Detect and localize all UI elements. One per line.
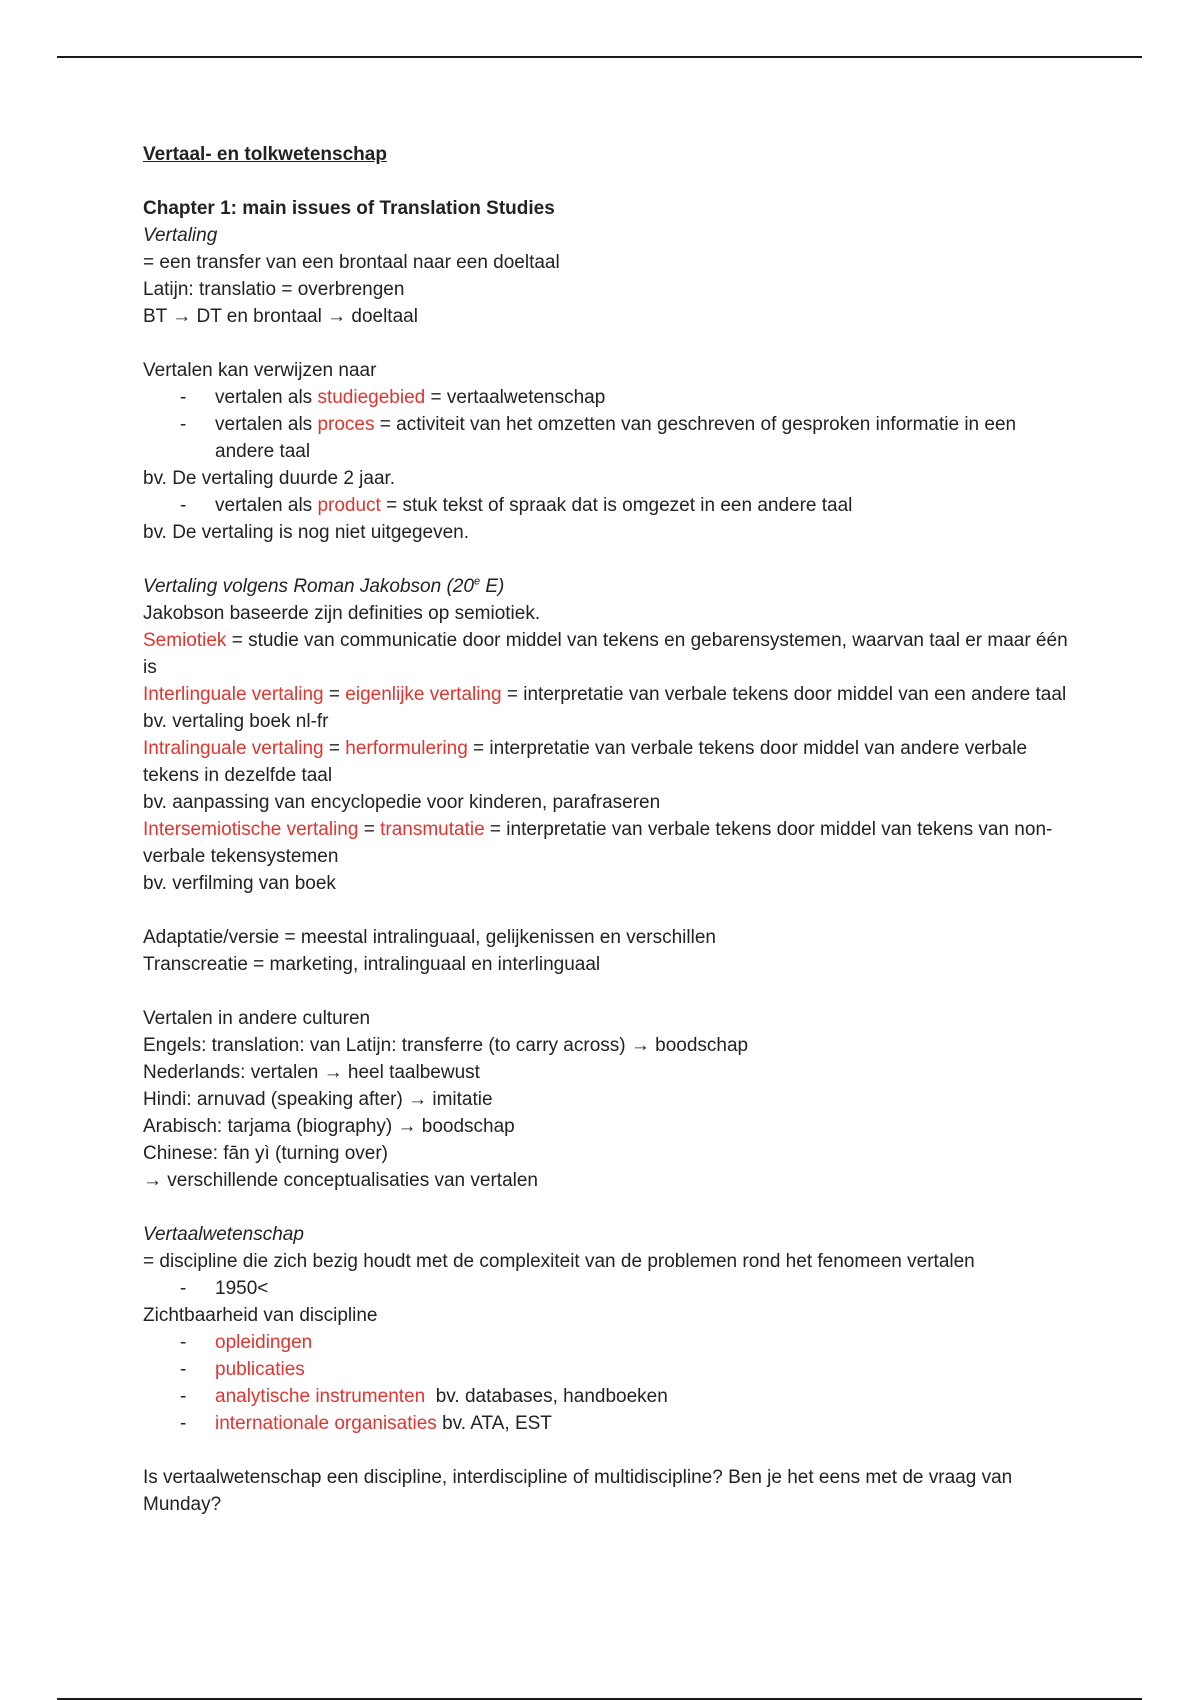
text-span: =: [358, 819, 381, 840]
bullet-dash: -: [180, 1278, 187, 1299]
spacer: [143, 1194, 1073, 1221]
highlighted-term: Intersemiotische vertaling: [143, 819, 359, 840]
text-span: =: [323, 684, 346, 705]
text-line: Vertalen in andere culturen: [143, 1008, 371, 1029]
text-line: Nederlands: vertalen → heel taalbewust: [143, 1062, 480, 1083]
text-line: Latijn: translatio = overbrengen: [143, 279, 405, 300]
text-span: = activiteit van het omzetten van geschreven of gesproken informatie in een andere taal: [215, 414, 1017, 462]
spacer: [143, 1437, 1073, 1464]
text-span: = interpretatie van verbale tekens door middel van een andere taal: [501, 684, 1067, 705]
bullet-dash: -: [180, 387, 187, 408]
highlighted-term: proces: [317, 414, 375, 435]
text-line: Zichtbaarheid van discipline: [143, 1305, 378, 1326]
highlighted-term: Intralinguale vertaling: [143, 738, 324, 759]
text-line: Arabisch: tarjama (biography) → boodschap: [143, 1116, 515, 1137]
example-line: bv. aanpassing van encyclopedie voor kinderen, parafraseren: [143, 792, 661, 813]
document-title: Vertaal- en tolkwetenschap: [143, 144, 387, 165]
list-item: [143, 1356, 1073, 1383]
bullet-dash: -: [180, 414, 187, 435]
highlighted-term: Semiotiek: [143, 630, 227, 651]
text-line: Adaptatie/versie = meestal intralinguaal, gelijkenissen en verschillen: [143, 927, 716, 948]
highlighted-term: Interlinguale vertaling: [143, 684, 324, 705]
text-span: vertalen als: [215, 495, 318, 516]
section-heading-vertaalwetenschap: Vertaalwetenschap: [143, 1224, 304, 1245]
bullet-dash: -: [180, 1386, 187, 1407]
definition-intersemiotisch: [143, 816, 1073, 870]
list-item: [143, 1329, 1073, 1356]
text-span: bv. ATA, EST: [436, 1413, 552, 1434]
bullet-dash: -: [180, 1332, 187, 1353]
text-span: 1950<: [215, 1278, 269, 1299]
highlighted-term: internationale organisaties: [215, 1413, 437, 1434]
text-line: BT → DT en brontaal → doeltaal: [143, 306, 418, 327]
highlighted-term: herformulering: [345, 738, 468, 759]
text-span: Vertaling volgens Roman Jakobson (20: [143, 576, 474, 597]
chapter-heading: Chapter 1: main issues of Translation Studies: [143, 198, 555, 219]
bullet-dash: -: [180, 1413, 187, 1434]
section-heading-jakobson: [143, 573, 1073, 600]
spacer: [143, 168, 1073, 195]
text-span: E): [480, 576, 505, 597]
text-line: Chinese: fān yì (turning over): [143, 1143, 389, 1164]
spacer: [143, 546, 1073, 573]
definition-intralinguaal: [143, 735, 1073, 789]
text-line: Hindi: arnuvad (speaking after) → imitatie: [143, 1089, 493, 1110]
example-line: bv. De vertaling duurde 2 jaar.: [143, 468, 396, 489]
text-span: vertalen als: [215, 387, 318, 408]
list-item: [143, 1275, 1073, 1302]
list-item: [143, 411, 1073, 465]
highlighted-term: product: [317, 495, 381, 516]
section-heading-vertaling: Vertaling: [143, 225, 218, 246]
text-line: = discipline die zich bezig houdt met de complexiteit van de problemen rond het fenomeen vertalen: [143, 1251, 975, 1272]
bullet-dash: -: [180, 1359, 187, 1380]
text-span: bv. databases, handboeken: [425, 1386, 668, 1407]
top-rule: [57, 56, 1142, 58]
highlighted-term: analytische instrumenten: [215, 1386, 426, 1407]
highlighted-term: publicaties: [215, 1359, 305, 1380]
text-line: Transcreatie = marketing, intralinguaal en interlinguaal: [143, 954, 601, 975]
text-span: =: [323, 738, 346, 759]
text-span: vertalen als: [215, 414, 318, 435]
text-span: = stuk tekst of spraak dat is omgezet in een andere taal: [380, 495, 853, 516]
list-item: [143, 492, 1073, 519]
list-item: [143, 1383, 1073, 1410]
definition-interlinguaal: [143, 681, 1073, 708]
text-span: = vertaalwetenschap: [425, 387, 606, 408]
highlighted-term: transmutatie: [380, 819, 485, 840]
text-line: Vertalen kan verwijzen naar: [143, 360, 377, 381]
example-line: bv. vertaling boek nl-fr: [143, 711, 329, 732]
spacer: [143, 978, 1073, 1005]
example-line: bv. De vertaling is nog niet uitgegeven.: [143, 522, 470, 543]
question-paragraph: Is vertaalwetenschap een discipline, interdiscipline of multidiscipline? Ben je het eens met de vraag van Munday?: [143, 1467, 1013, 1515]
example-line: bv. verfilming van boek: [143, 873, 336, 894]
text-line: = een transfer van een brontaal naar een doeltaal: [143, 252, 560, 273]
highlighted-term: eigenlijke vertaling: [345, 684, 502, 705]
list-item: [143, 1410, 1073, 1437]
document-page: [143, 141, 1073, 1518]
text-line: → verschillende conceptualisaties van vertalen: [143, 1170, 538, 1191]
definition-semiotiek: [143, 627, 1073, 681]
highlighted-term: studiegebied: [317, 387, 426, 408]
bullet-dash: -: [180, 495, 187, 516]
spacer: [143, 330, 1073, 357]
text-line: Engels: translation: van Latijn: transferre (to carry across) → boodschap: [143, 1035, 749, 1056]
highlighted-term: opleidingen: [215, 1332, 313, 1353]
text-span: = interpretatie van verbale tekens door middel van tekens van non-verbale tekensystemen: [143, 819, 1053, 867]
list-item: [143, 384, 1073, 411]
spacer: [143, 897, 1073, 924]
superscript: e: [473, 575, 481, 588]
text-span: = interpretatie van verbale tekens door middel van andere verbale tekens in dezelfde taal: [143, 738, 1028, 786]
text-span: = studie van communicatie door middel van tekens en gebarensystemen, waarvan taal er maar één is: [143, 630, 1068, 678]
text-line: Jakobson baseerde zijn definities op semiotiek.: [143, 603, 541, 624]
